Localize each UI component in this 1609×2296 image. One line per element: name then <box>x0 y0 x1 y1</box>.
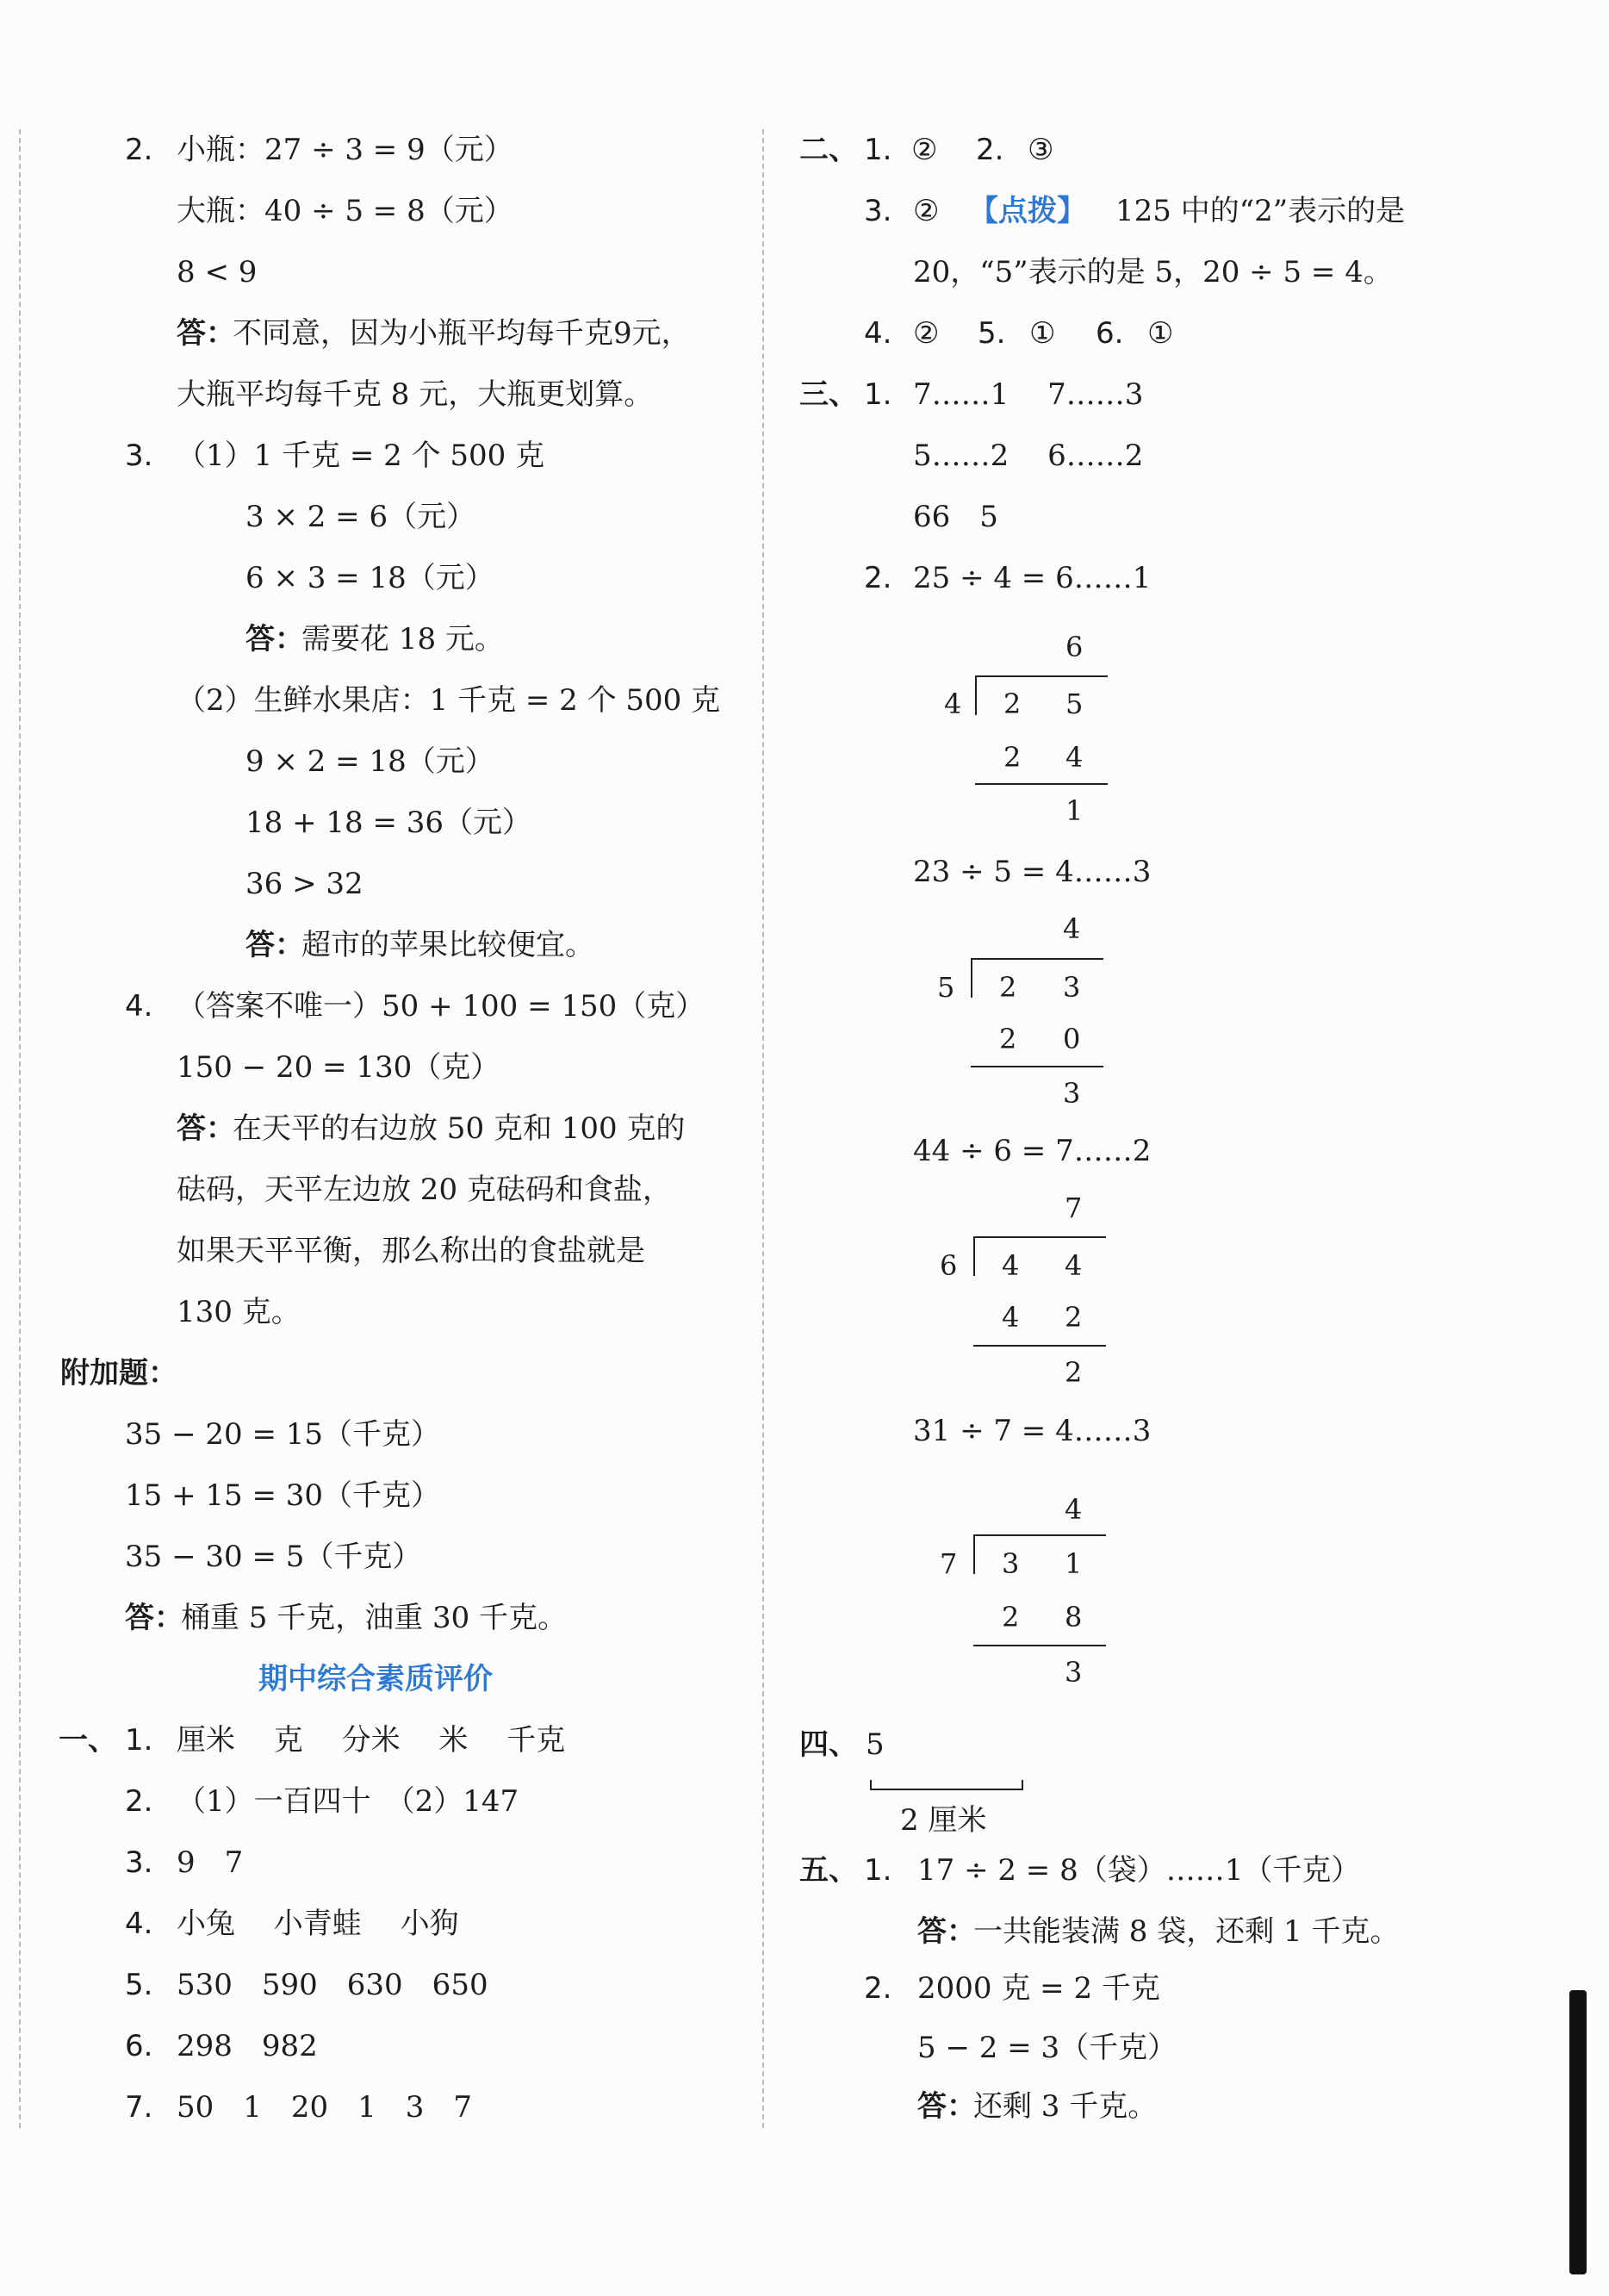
s2-q5-number: 5. <box>978 316 1006 351</box>
q4-answer-line3: 如果天平平衡，那么称出的食盐就是 <box>177 1234 645 1268</box>
section-3-label: 三、 <box>799 377 858 412</box>
division-4-product-ones: 8 <box>1065 1601 1083 1633</box>
division-1-bar <box>975 675 1108 677</box>
q4-answer-line2: 砝码，天平左边放 20 克砝码和食盐， <box>177 1173 672 1207</box>
q3-2-answer: 超市的苹果比较便宜。 <box>301 928 594 962</box>
q4-line1: （答案不唯一）50 + 100 = 150（克） <box>177 989 705 1024</box>
s1-q4-number: 4. <box>125 1907 153 1941</box>
division-2-product-ones: 0 <box>1063 1023 1081 1055</box>
division-4-equation: 31 ÷ 7 = 4……3 <box>913 1414 1152 1448</box>
bonus-line2: 15 + 15 = 30（千克） <box>125 1478 440 1513</box>
left-margin-divider <box>19 129 21 2128</box>
s1-q6-answer: 298 982 <box>177 2029 318 2063</box>
division-2-quotient: 4 <box>1063 912 1081 945</box>
q4-number: 4. <box>125 989 153 1024</box>
s3-q1-line1: 7……1 7……3 <box>913 377 1144 412</box>
division-2-dividend-tens: 2 <box>999 971 1017 1004</box>
division-3-dividend-tens: 4 <box>1002 1249 1020 1282</box>
q2-line2: 大瓶：40 ÷ 5 = 8（元） <box>177 194 513 228</box>
division-3-divisor: 6 <box>940 1249 958 1282</box>
bonus-line1: 35 − 20 = 15（千克） <box>125 1417 440 1452</box>
section-title: 期中综合素质评价 <box>258 1662 493 1696</box>
q3-2-answer-label: 答： <box>245 928 304 962</box>
s3-q2-number: 2. <box>864 561 892 595</box>
division-1-product-tens: 2 <box>1003 741 1022 774</box>
s1-q7-number: 7. <box>125 2090 153 2125</box>
section-4-label: 四、 <box>799 1727 858 1762</box>
s1-q5-answer: 530 590 630 650 <box>177 1968 488 2002</box>
bonus-line3: 35 − 30 = 5（千克） <box>125 1540 422 1574</box>
division-1-divisor: 4 <box>944 688 962 720</box>
division-2-divisor: 5 <box>937 971 955 1004</box>
s2-q2-number: 2. <box>976 133 1004 167</box>
s1-q4-answer: 小兔 小青蛙 小狗 <box>177 1907 459 1941</box>
s1-q2-number: 2. <box>125 1784 153 1819</box>
s2-q3-answer: ② <box>913 194 940 228</box>
division-4-remainder: 3 <box>1065 1656 1083 1689</box>
s3-q1-line3: 66 5 <box>913 500 998 534</box>
division-3-quotient: 7 <box>1065 1192 1083 1224</box>
division-1-remainder: 1 <box>1065 794 1084 827</box>
s3-q1-number: 1. <box>864 377 892 412</box>
s2-q5-answer: ① <box>1029 316 1056 351</box>
s5-q2-answer-label: 答： <box>917 2089 976 2124</box>
division-2-bracket <box>971 958 972 998</box>
s1-q5-number: 5. <box>125 1968 153 2002</box>
s1-q7-answer: 50 1 20 1 3 7 <box>177 2090 473 2125</box>
s2-q3-tip-line2: 20，“5”表示的是 5，20 ÷ 5 = 4。 <box>913 255 1393 289</box>
s2-q4-answer: ② <box>913 316 940 351</box>
s2-q1-answer: ② <box>911 133 938 167</box>
division-3-product-ones: 2 <box>1065 1301 1083 1334</box>
division-4-bar <box>973 1534 1106 1536</box>
s3-q1-line2: 5……2 6……2 <box>913 439 1144 473</box>
q2-line3: 8 < 9 <box>177 255 258 289</box>
s4-answer: 5 <box>866 1727 885 1762</box>
s1-q3-number: 3. <box>125 1845 153 1880</box>
division-1-bracket <box>975 675 977 715</box>
q2-line1: 小瓶：27 ÷ 3 = 9（元） <box>177 133 513 167</box>
division-1-dividend-tens: 2 <box>1003 688 1022 720</box>
division-3-subtract-line <box>973 1345 1106 1347</box>
section-2-label: 二、 <box>799 133 858 167</box>
division-4-dividend-tens: 3 <box>1002 1547 1020 1580</box>
q2-answer-label: 答： <box>177 316 235 351</box>
s1-q1-answer: 厘米 克 分米 米 千克 <box>177 1723 566 1758</box>
s5-q2-line1: 2000 克 = 2 千克 <box>917 1971 1160 2006</box>
division-1-dividend-ones: 5 <box>1065 688 1084 720</box>
s5-q2-answer: 还剩 3 千克。 <box>973 2089 1158 2124</box>
s5-q1-answer: 一共能装满 8 袋，还剩 1 千克。 <box>973 1914 1400 1949</box>
division-4-bracket <box>973 1534 975 1574</box>
bonus-answer-label: 答： <box>125 1601 183 1635</box>
q3-2-line4: 36 > 32 <box>245 867 363 901</box>
division-2-subtract-line <box>971 1066 1103 1067</box>
division-2-dividend-ones: 3 <box>1063 971 1081 1004</box>
q3-2-line1: （2）生鲜水果店：1 千克 = 2 个 500 克 <box>177 683 721 718</box>
division-1-subtract-line <box>975 783 1108 785</box>
column-divider <box>762 129 764 2128</box>
division-2-product-tens: 2 <box>999 1023 1017 1055</box>
division-4-divisor: 7 <box>940 1547 958 1580</box>
s5-q1-number: 1. <box>864 1853 892 1888</box>
q3-number: 3. <box>125 439 153 473</box>
q3-2-line3: 18 + 18 = 36（元） <box>245 806 531 840</box>
division-4-product-tens: 2 <box>1002 1601 1020 1633</box>
division-3-dividend-ones: 4 <box>1065 1249 1083 1282</box>
segment-ruler <box>870 1789 1023 1790</box>
page-edge-shadow <box>1569 1990 1587 2274</box>
q2-number: 2. <box>125 133 153 167</box>
division-2-bar <box>971 958 1103 960</box>
q2-answer-line1: 不同意，因为小瓶平均每千克9元， <box>233 316 691 351</box>
section-5-label: 五、 <box>799 1853 858 1888</box>
q4-answer-line1: 在天平的右边放 50 克和 100 克的 <box>233 1111 686 1146</box>
division-3-equation: 44 ÷ 6 = 7……2 <box>913 1134 1152 1168</box>
s5-q1-line1: 17 ÷ 2 = 8（袋）……1（千克） <box>917 1853 1361 1888</box>
q4-answer-label: 答： <box>177 1111 235 1146</box>
s1-q3-answer: 9 7 <box>177 1845 244 1880</box>
s2-q3-number: 3. <box>864 194 892 228</box>
q3-1-line1: （1）1 千克 = 2 个 500 克 <box>177 439 545 473</box>
s2-q2-answer: ③ <box>1028 133 1054 167</box>
q4-line2: 150 − 20 = 130（克） <box>177 1050 500 1085</box>
division-1-product-ones: 4 <box>1065 741 1084 774</box>
bonus-label: 附加题： <box>60 1356 177 1391</box>
division-4-dividend-ones: 1 <box>1065 1547 1083 1580</box>
q3-1-line2: 3 × 2 = 6（元） <box>245 500 476 534</box>
division-3-product-tens: 4 <box>1002 1301 1020 1334</box>
s2-q3-tip-line1: 125 中的“2”表示的是 <box>1115 194 1406 228</box>
s5-q2-line2: 5 − 2 = 3（千克） <box>917 2031 1177 2065</box>
s2-q6-number: 6. <box>1096 316 1124 351</box>
division-1-equation: 25 ÷ 4 = 6……1 <box>913 561 1152 595</box>
bonus-answer: 桶重 5 千克，油重 30 千克。 <box>181 1601 568 1635</box>
s5-q1-answer-label: 答： <box>917 1914 976 1949</box>
s1-q2-answer: （1）一百四十 （2）147 <box>177 1784 519 1819</box>
s2-q6-answer: ① <box>1147 316 1174 351</box>
division-4-subtract-line <box>973 1645 1106 1646</box>
section-1-label: 一、 <box>59 1723 117 1758</box>
s5-q2-number: 2. <box>864 1971 892 2006</box>
q3-1-answer-label: 答： <box>245 622 304 656</box>
division-1-quotient: 6 <box>1065 631 1084 663</box>
q2-answer-line2: 大瓶平均每千克 8 元，大瓶更划算。 <box>177 377 654 412</box>
division-3-bracket <box>973 1236 975 1276</box>
q3-1-line3: 6 × 3 = 18（元） <box>245 561 494 595</box>
division-3-bar <box>973 1236 1106 1238</box>
division-2-remainder: 3 <box>1063 1077 1081 1110</box>
segment-length-label: 2 厘米 <box>900 1803 987 1838</box>
division-2-equation: 23 ÷ 5 = 4……3 <box>913 855 1152 889</box>
s2-q1-number: 1. <box>864 133 892 167</box>
q4-answer-line4: 130 克。 <box>177 1295 301 1329</box>
s1-q1-number: 1. <box>125 1723 153 1758</box>
q3-1-answer: 需要花 18 元。 <box>301 622 504 656</box>
q3-2-line2: 9 × 2 = 18（元） <box>245 744 494 779</box>
division-4-quotient: 4 <box>1065 1493 1083 1526</box>
s2-q3-tip-label: 【点拨】 <box>969 194 1086 228</box>
s1-q6-number: 6. <box>125 2029 153 2063</box>
s2-q4-number: 4. <box>864 316 892 351</box>
division-3-remainder: 2 <box>1065 1356 1083 1389</box>
